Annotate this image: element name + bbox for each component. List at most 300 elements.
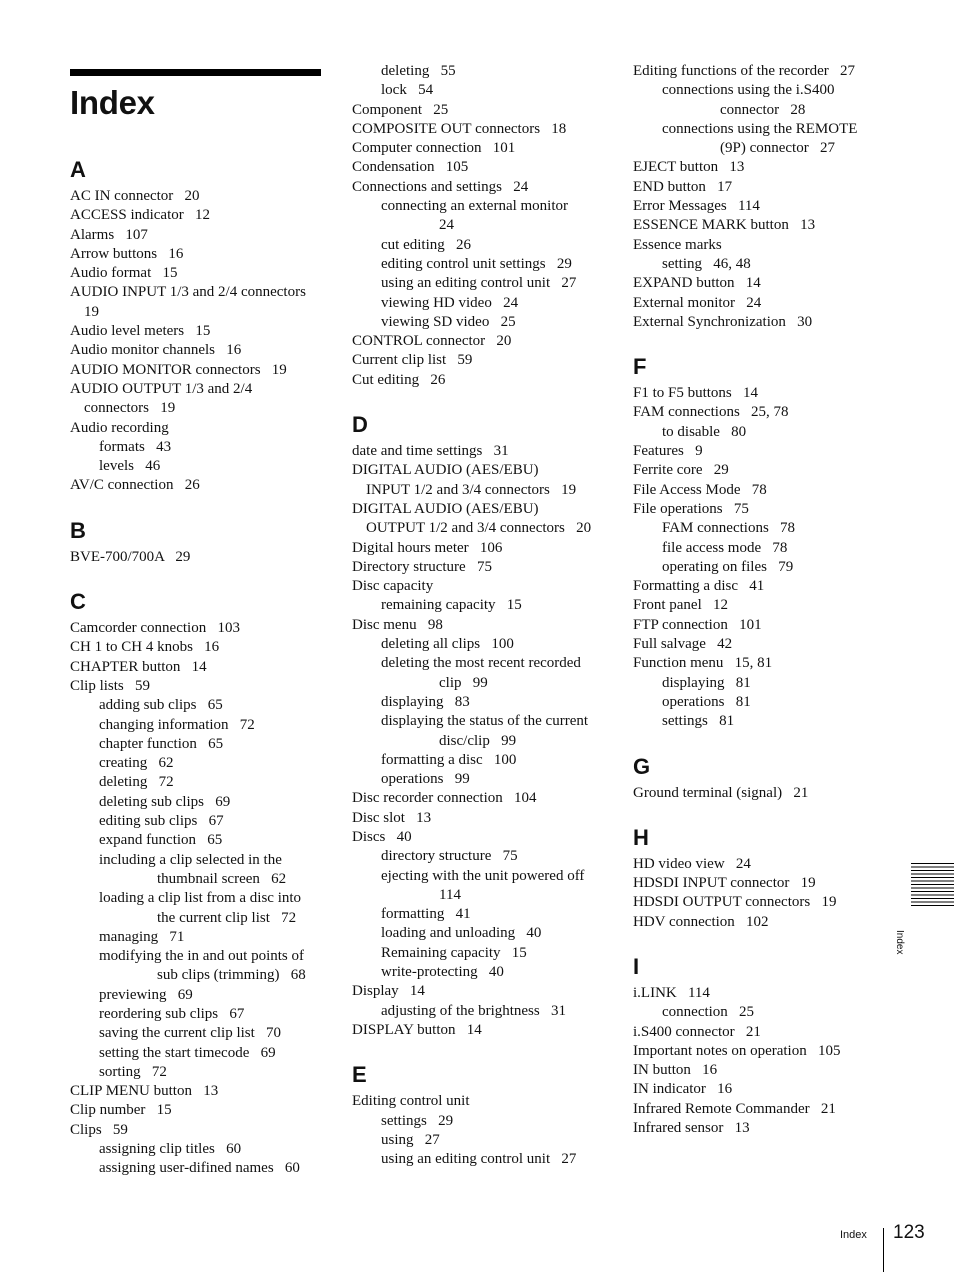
entry-text: EJECT button 13 [633, 159, 745, 176]
section-letter: D [352, 412, 368, 438]
index-section [633, 754, 883, 803]
entry-text: Audio recording [70, 419, 169, 436]
index-subentry [352, 1002, 622, 1021]
entry-text: FTP connection 101 [633, 616, 762, 633]
index-subentry [352, 81, 622, 100]
entry-text: operations 99 [381, 771, 470, 788]
index-entry [352, 120, 622, 139]
index-subentry [633, 255, 883, 274]
entry-text: Clips 59 [70, 1121, 128, 1138]
entry-text: formatting a disc 100 [381, 751, 517, 768]
entry-text: Ferrite core 29 [633, 462, 729, 479]
index-entry [352, 500, 622, 539]
entry-text: reordering sub clips 67 [99, 1005, 245, 1022]
entry-text: Cut editing 26 [352, 371, 446, 388]
index-subentry [352, 1150, 622, 1169]
entry-text: CH 1 to CH 4 knobs 16 [70, 639, 220, 656]
index-subentry [352, 255, 622, 274]
entry-text: connection 25 [662, 1004, 755, 1021]
entry-text: sub clips (trimming) 68 [157, 967, 306, 984]
index-entry [70, 361, 322, 380]
page-title: Index [70, 84, 155, 121]
index-entry [633, 1100, 883, 1119]
index-subentry [70, 735, 322, 754]
entry-text: External monitor 24 [633, 294, 762, 311]
index-entry [633, 62, 883, 81]
entry-text: DIGITAL AUDIO (AES/EBU) [352, 500, 539, 517]
entry-text: FAM connections 25, 78 [633, 404, 789, 421]
index-subentry [352, 693, 622, 712]
index-subentry [352, 1131, 622, 1150]
entry-text: deleting 55 [381, 63, 456, 79]
side-tab-label: Index [894, 930, 905, 955]
entry-text: deleting sub clips 69 [99, 793, 231, 810]
entry-text: Audio level meters 15 [70, 323, 211, 340]
entry-text: viewing SD video 25 [381, 313, 516, 330]
column-sections [633, 62, 883, 1138]
index-subentry [352, 62, 622, 81]
entry-text: modifying the in and out points of [99, 948, 304, 965]
entry-text: the current clip list 72 [157, 909, 297, 926]
entry-text: Disc capacity [352, 578, 434, 595]
entry-text: operating on files 79 [662, 558, 794, 575]
entry-text: formatting 41 [381, 906, 471, 923]
entry-text: Discs 40 [352, 828, 412, 845]
index-subentry [70, 457, 322, 476]
index-column-1 [70, 62, 322, 1179]
index-subentry [352, 847, 622, 866]
index-entry [633, 577, 883, 596]
entry-text: using 27 [381, 1131, 440, 1148]
section-letter: E [352, 1062, 367, 1088]
entry-text: setting the start timecode 69 [99, 1044, 276, 1061]
index-subentry [633, 558, 883, 577]
entry-text: assigning user-difined names 60 [99, 1160, 300, 1177]
entry-text: Disc slot 13 [352, 809, 432, 826]
entry-text: Formatting a disc 41 [633, 578, 765, 595]
index-entry [633, 784, 883, 803]
entry-text: Directory structure 75 [352, 558, 492, 575]
index-entry [633, 216, 883, 235]
entry-text: Infrared sensor 13 [633, 1120, 750, 1137]
index-column-3 [633, 62, 883, 1138]
entry-text: operations 81 [662, 693, 751, 710]
index-subentry [352, 905, 622, 924]
index-entry [633, 855, 883, 874]
entry-text: Disc recorder connection 104 [352, 790, 537, 807]
index-subentry [352, 867, 622, 906]
index-subentry [70, 928, 322, 947]
entry-text: settings 81 [662, 713, 735, 730]
entry-text: HD video view 24 [633, 855, 751, 872]
index-subentry [633, 519, 883, 538]
index-section [352, 62, 622, 390]
entry-text: BVE-700/700A 29 [70, 548, 191, 565]
entry-text: displaying 83 [381, 693, 470, 710]
entry-text: managing 71 [99, 928, 185, 945]
section-letter: B [70, 517, 86, 543]
title-rule [70, 69, 321, 76]
index-entry [633, 1119, 883, 1138]
index-section [633, 954, 883, 1138]
index-section [70, 518, 322, 567]
index-section [633, 354, 883, 731]
entry-text: date and time settings 31 [352, 443, 509, 460]
entry-text: editing control unit settings 29 [381, 255, 572, 272]
entry-text: adding sub clips 65 [99, 697, 223, 714]
entry-text: OUTPUT 1/2 and 3/4 connectors 20 [366, 520, 592, 537]
entry-text: editing sub clips 67 [99, 813, 224, 830]
entry-text: displaying 81 [662, 674, 751, 691]
entry-text: Disc menu 98 [352, 616, 443, 633]
entry-text: deleting 72 [99, 774, 174, 791]
index-entry [352, 982, 622, 1001]
index-subentry [352, 712, 622, 751]
index-entry [70, 638, 322, 657]
entry-text: Clip number 15 [70, 1102, 172, 1119]
entry-text: connector 28 [720, 101, 806, 118]
entry-text: i.S400 connector 21 [633, 1023, 761, 1040]
index-entry [633, 294, 883, 313]
index-entry [70, 187, 322, 206]
entry-text: deleting the most recent recorded [381, 655, 581, 672]
index-subentry [352, 197, 622, 236]
index-section [352, 1062, 622, 1169]
entry-text: disc/clip 99 [439, 732, 517, 749]
column-sections [70, 157, 322, 1179]
index-entry [70, 419, 322, 438]
index-entry [633, 1061, 883, 1080]
index-subentry [352, 751, 622, 770]
index-entry [633, 384, 883, 403]
entry-text: loading a clip list from a disc into [99, 890, 302, 907]
entry-text: CONTROL connector 20 [352, 333, 512, 350]
index-entry [70, 1101, 322, 1120]
index-entry [633, 178, 883, 197]
entry-text: sorting 72 [99, 1063, 167, 1080]
entry-text: Editing functions of the recorder 27 [633, 63, 856, 79]
entry-text: HDV connection 102 [633, 913, 769, 930]
entry-text: EXPAND button 14 [633, 275, 761, 292]
index-section [633, 62, 883, 332]
entry-text: AC IN connector 20 [70, 188, 200, 204]
index-entry [633, 913, 883, 932]
index-subentry [70, 793, 322, 812]
section-letter: F [633, 354, 647, 380]
index-subentry [352, 596, 622, 615]
index-subentry [633, 120, 883, 159]
entry-text: including a clip selected in the [99, 851, 282, 868]
entry-text: HDSDI OUTPUT connectors 19 [633, 894, 837, 911]
index-entry [70, 1082, 322, 1101]
entry-text: DISPLAY button 14 [352, 1021, 482, 1038]
index-entry [352, 539, 622, 558]
entry-text: ESSENCE MARK button 13 [633, 217, 816, 234]
index-entry [633, 893, 883, 912]
index-subentry [352, 635, 622, 654]
entry-text: displaying the status of the current [381, 713, 589, 730]
entry-text: expand function 65 [99, 832, 223, 849]
entry-text: END button 17 [633, 178, 733, 195]
entry-text: Essence marks [633, 236, 722, 253]
index-subentry [352, 963, 622, 982]
entry-text: adjusting of the brightness 31 [381, 1002, 566, 1019]
entry-text: changing information 72 [99, 716, 255, 733]
index-entry [70, 619, 322, 638]
index-subentry [70, 773, 322, 792]
index-entry [633, 596, 883, 615]
index-entry [633, 616, 883, 635]
entry-text: saving the current clip list 70 [99, 1025, 282, 1042]
index-entry [352, 371, 622, 390]
index-entry [70, 476, 322, 495]
entry-text: deleting all clips 100 [381, 636, 514, 653]
index-entry [633, 274, 883, 293]
index-entry [70, 677, 322, 696]
index-entry [70, 206, 322, 225]
entry-text: connections using the REMOTE [662, 120, 858, 137]
index-subentry [70, 851, 322, 890]
index-entry [352, 828, 622, 847]
index-entry [633, 635, 883, 654]
index-entry [352, 1092, 622, 1111]
entry-text: Clip lists 59 [70, 677, 151, 694]
entry-text: thumbnail screen 62 [157, 870, 287, 887]
index-entry [633, 1080, 883, 1099]
section-letter: A [70, 157, 86, 182]
entry-text: Features 9 [633, 443, 703, 460]
index-subentry [70, 1005, 322, 1024]
index-entry [352, 1021, 622, 1040]
index-entry [633, 197, 883, 216]
entry-text: Full salvage 42 [633, 636, 733, 653]
entry-text: Important notes on operation 105 [633, 1042, 841, 1059]
entry-text: Function menu 15, 81 [633, 655, 773, 672]
entry-text: Current clip list 59 [352, 352, 473, 369]
entry-text: Editing control unit [352, 1093, 470, 1110]
entry-text: 19 [84, 303, 99, 320]
index-entry [633, 481, 883, 500]
entry-text: Camcorder connection 103 [70, 620, 240, 637]
index-entry [352, 178, 622, 197]
entry-text: IN indicator 16 [633, 1081, 733, 1098]
index-entry [633, 1023, 883, 1042]
index-section [633, 825, 883, 932]
index-entry [352, 158, 622, 177]
entry-text: Ground terminal (signal) 21 [633, 784, 809, 801]
index-subentry [70, 1024, 322, 1043]
index-subentry [352, 274, 622, 293]
index-entry [352, 139, 622, 158]
entry-text: AUDIO MONITOR connectors 19 [70, 361, 287, 378]
index-entry [352, 461, 622, 500]
index-subentry [70, 1063, 322, 1082]
entry-text: Computer connection 101 [352, 140, 516, 157]
entry-text: Condensation 105 [352, 159, 469, 176]
index-section [70, 157, 322, 496]
entry-text: lock 54 [381, 82, 434, 99]
footer-section-label: Index [840, 1229, 867, 1241]
column-sections [352, 62, 622, 1169]
entry-text: ejecting with the unit powered off [381, 867, 585, 884]
page-number: 123 [893, 1222, 925, 1243]
index-subentry [70, 696, 322, 715]
entry-text: remaining capacity 15 [381, 597, 522, 614]
entry-text: IN button 16 [633, 1062, 718, 1079]
entry-text: Error Messages 114 [633, 198, 760, 215]
index-subentry [352, 770, 622, 789]
entry-text: levels 46 [99, 458, 161, 475]
index-section [352, 412, 622, 1040]
entry-text: Infrared Remote Commander 21 [633, 1100, 836, 1117]
index-subentry [70, 1159, 322, 1178]
index-entry [352, 558, 622, 577]
entry-text: AV/C connection 26 [70, 477, 200, 494]
index-entry [633, 236, 883, 255]
index-entry [70, 283, 322, 322]
index-subentry [352, 944, 622, 963]
index-entry [633, 442, 883, 461]
entry-text: F1 to F5 buttons 14 [633, 385, 759, 402]
entry-text: loading and unloading 40 [381, 925, 542, 942]
section-letter: G [633, 753, 651, 779]
index-subentry [633, 712, 883, 731]
index-subentry [352, 294, 622, 313]
entry-text: File operations 75 [633, 500, 749, 517]
entry-text: creating 62 [99, 755, 174, 772]
index-subentry [70, 889, 322, 928]
entry-text: INPUT 1/2 and 3/4 connectors 19 [366, 481, 577, 498]
entry-text: connecting an external monitor [381, 198, 569, 215]
index-column-2 [352, 62, 622, 1169]
entry-text: 24 [439, 217, 454, 234]
index-entry [70, 226, 322, 245]
index-entry [352, 809, 622, 828]
index-subentry [633, 81, 883, 120]
index-side-tab [911, 863, 954, 907]
entry-text: HDSDI INPUT connector 19 [633, 875, 816, 892]
index-subentry [352, 313, 622, 332]
entry-text: directory structure 75 [381, 848, 518, 865]
entry-text: previewing 69 [99, 986, 193, 1003]
index-entry [352, 351, 622, 370]
entry-text: write-protecting 40 [381, 964, 504, 981]
index-entry [70, 548, 322, 567]
index-entry [633, 1042, 883, 1061]
entry-text: AUDIO OUTPUT 1/3 and 2/4 [70, 380, 253, 397]
entry-text: using an editing control unit 27 [381, 275, 577, 292]
entry-text: Alarms 107 [70, 226, 148, 243]
entry-text: Remaining capacity 15 [381, 944, 527, 961]
entry-text: clip 99 [439, 674, 488, 691]
index-entry [633, 158, 883, 177]
entry-text: assigning clip titles 60 [99, 1141, 242, 1158]
index-subentry [70, 716, 322, 735]
section-letter: H [633, 824, 649, 850]
entry-text: Front panel 12 [633, 597, 728, 614]
index-entry [633, 313, 883, 332]
entry-text: FAM connections 78 [662, 520, 796, 537]
index-entry [633, 984, 883, 1003]
index-subentry [633, 1003, 883, 1022]
index-subentry [633, 423, 883, 442]
entry-text: ACCESS indicator 12 [70, 207, 211, 224]
entry-text: viewing HD video 24 [381, 294, 519, 311]
entry-text: COMPOSITE OUT connectors 18 [352, 120, 567, 137]
index-entry [633, 403, 883, 422]
entry-text: Display 14 [352, 983, 425, 1000]
entry-text: settings 29 [381, 1112, 454, 1129]
entry-text: Arrow buttons 16 [70, 245, 184, 262]
index-entry [352, 332, 622, 351]
index-subentry [352, 654, 622, 693]
entry-text: External Synchronization 30 [633, 313, 813, 330]
index-subentry [633, 674, 883, 693]
index-subentry [70, 986, 322, 1005]
index-entry [352, 577, 622, 596]
entry-text: cut editing 26 [381, 236, 471, 253]
entry-text: i.LINK 114 [633, 984, 710, 1001]
index-entry [70, 380, 322, 419]
footer-divider [883, 1228, 884, 1272]
entry-text: chapter function 65 [99, 735, 224, 752]
index-subentry [352, 236, 622, 255]
entry-text: formats 43 [99, 438, 172, 455]
index-entry [352, 101, 622, 120]
index-entry [70, 264, 322, 283]
index-subentry [70, 438, 322, 457]
entry-text: 114 [439, 886, 461, 903]
index-subentry [70, 1044, 322, 1063]
index-subentry [352, 1112, 622, 1131]
entry-text: Audio monitor channels 16 [70, 342, 242, 359]
index-subentry [70, 754, 322, 773]
index-entry [352, 442, 622, 461]
entry-text: (9P) connector 27 [720, 140, 835, 157]
entry-text: File Access Mode 78 [633, 481, 767, 498]
index-subentry [633, 693, 883, 712]
index-subentry [352, 924, 622, 943]
index-entry [352, 616, 622, 635]
index-entry [70, 1121, 322, 1140]
index-entry [70, 245, 322, 264]
index-entry [633, 874, 883, 893]
entry-text: Audio format 15 [70, 265, 178, 282]
index-entry [633, 500, 883, 519]
entry-text: DIGITAL AUDIO (AES/EBU) [352, 462, 539, 479]
index-entry [70, 322, 322, 341]
index-subentry [70, 831, 322, 850]
index-subentry [70, 947, 322, 986]
entry-text: Digital hours meter 106 [352, 539, 503, 556]
entry-text: file access mode 78 [662, 539, 788, 556]
entry-text: Connections and settings 24 [352, 178, 529, 195]
index-entry [352, 789, 622, 808]
index-subentry [70, 812, 322, 831]
index-section [70, 589, 322, 1179]
index-entry [70, 341, 322, 360]
entry-text: connectors 19 [84, 400, 176, 417]
section-letter: C [70, 589, 86, 615]
entry-text: AUDIO INPUT 1/3 and 2/4 connectors [70, 284, 306, 301]
entry-text: to disable 80 [662, 423, 747, 440]
index-subentry [633, 539, 883, 558]
section-letter: I [633, 953, 640, 979]
index-entry [633, 654, 883, 673]
index-entry [633, 461, 883, 480]
entry-text: using an editing control unit 27 [381, 1151, 577, 1168]
entry-text: connections using the i.S400 [662, 82, 835, 99]
